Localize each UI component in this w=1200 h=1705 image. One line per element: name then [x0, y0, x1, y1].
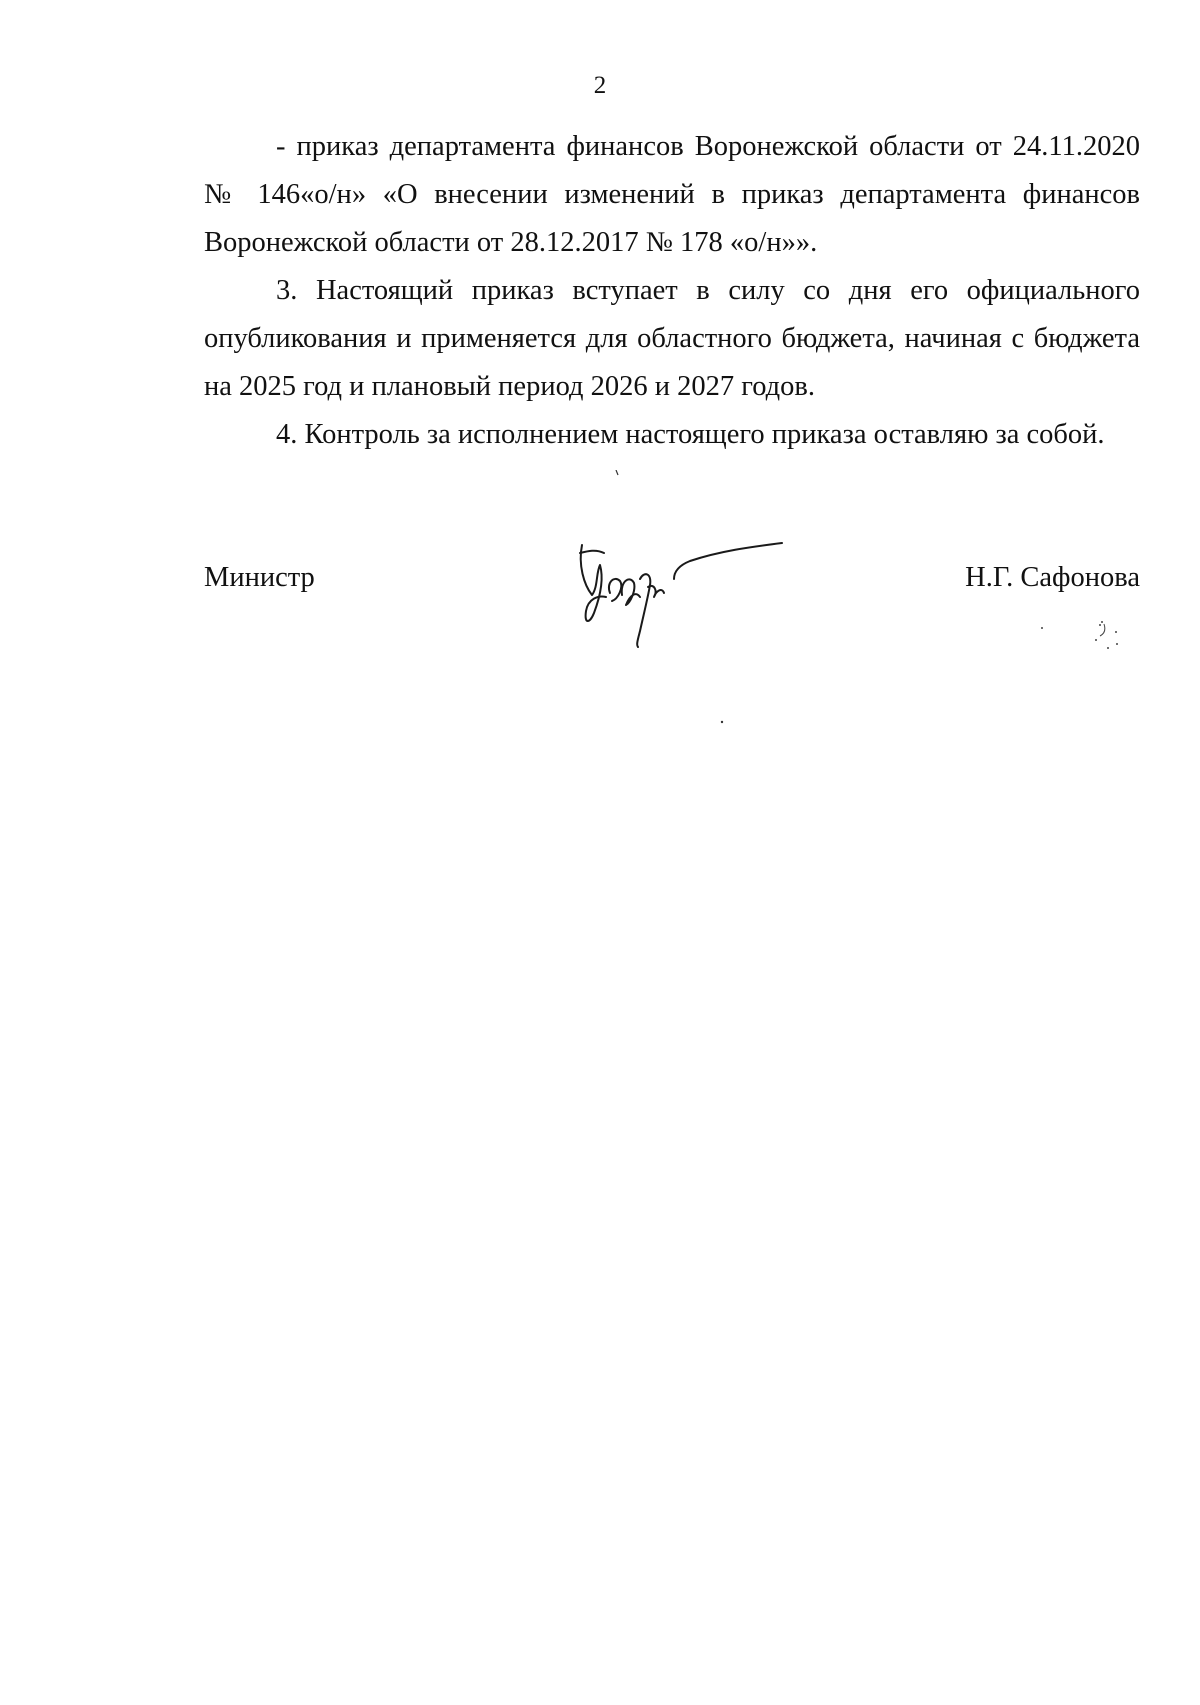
paragraph-effective-date: 3. Настоящий приказ вступает в силу со дня его официального опубликования и применяется для областного бюджета, начиная с бюджета на 2025 год и плановый период 2026 и 2027 годов. [204, 275, 1140, 402]
paragraph-amendment-order: - приказ департамента финансов Воронежской области от 24.11.2020 № 146«о/н» «О внесении изменений в приказ департамента финансов Воронежской области от 28.12.2017 № 178 «о/н»». [204, 131, 1140, 258]
scan-speck [615, 470, 619, 476]
document-body [204, 123, 1140, 459]
paragraph-control: 4. Контроль за исполнением настоящего приказа оставляю за собой. [276, 419, 1105, 450]
scan-speck [1040, 620, 1120, 660]
handwritten-signature [570, 535, 790, 655]
signatory-name: Н.Г. Сафонова [965, 562, 1140, 593]
scan-speck [720, 720, 724, 724]
page-number: 2 [593, 72, 607, 99]
signatory-role: Министр [204, 562, 315, 593]
